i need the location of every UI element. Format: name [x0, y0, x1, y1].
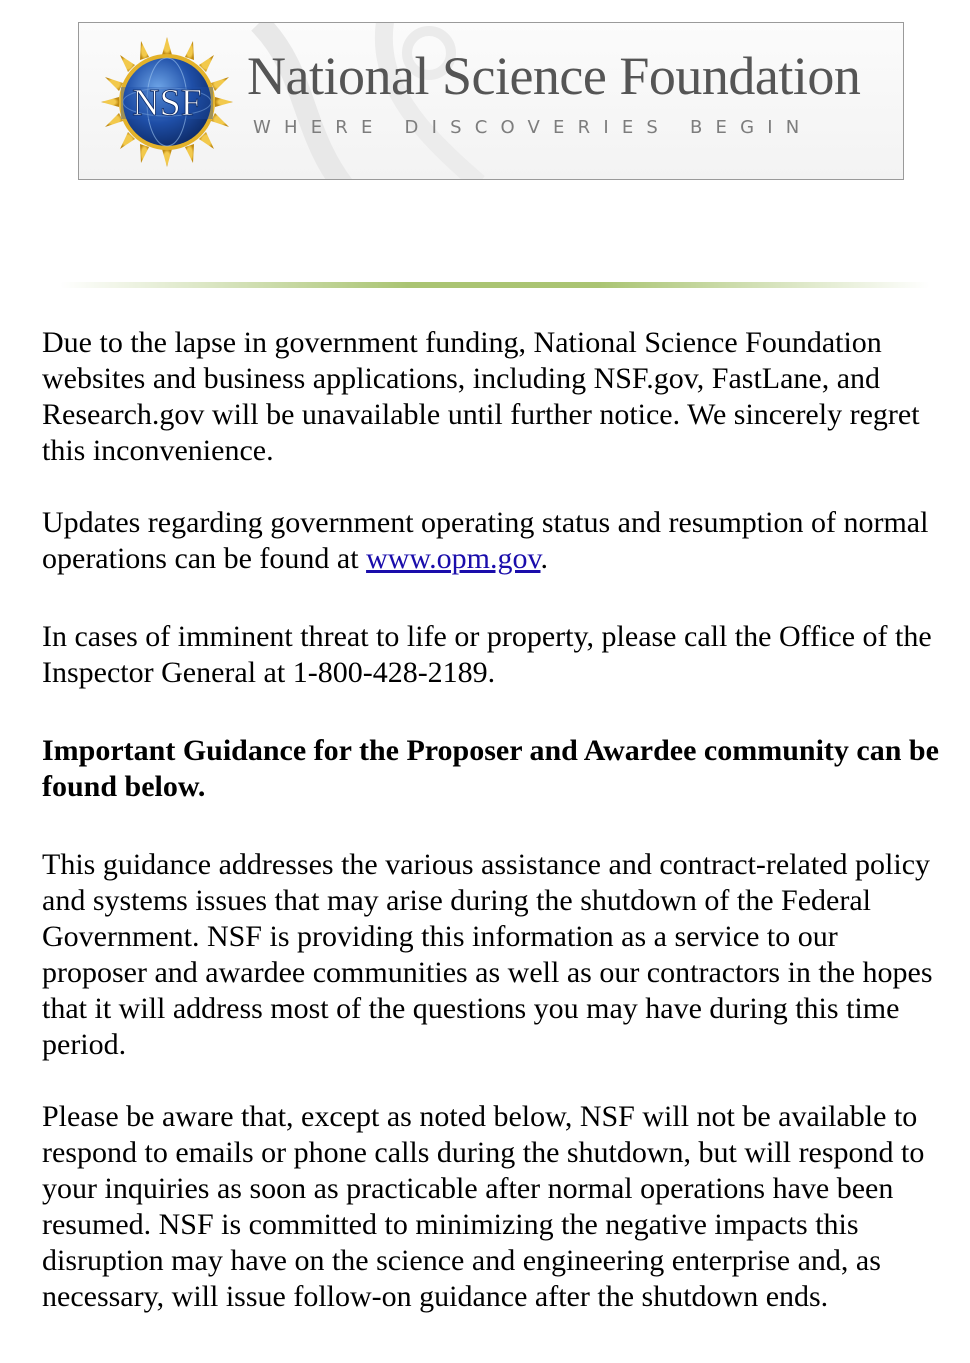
- funding-lapse-paragraph: Due to the lapse in government funding, National Science Foundation websites and business applications, including NSF.gov, FastLane, and Research.gov will be unavailable until further notice. We sincerely regret this inconvenience.: [42, 326, 920, 467]
- notice-content: [42, 325, 947, 1351]
- nsf-seal-logo: [99, 35, 235, 169]
- inspector-general-paragraph: In cases of imminent threat to life or property, please call the Office of the Inspector General at 1-800-428-2189.: [42, 620, 932, 689]
- opm-link[interactable]: www.opm.gov: [366, 542, 541, 575]
- logo-title: National Science Foundation: [247, 46, 861, 106]
- availability-paragraph: Please be aware that, except as noted below, NSF will not be available to respond to emails or phone calls during the shutdown, but will respond to your inquiries as soon as practicable after normal operations have been resumed. NSF is committed to minimizing the negative impacts this disruption may have on the science and engineering enterprise and, as necessary, will issue follow-on guidance after the shutdown ends.: [42, 1100, 925, 1313]
- opm-text-before: Updates regarding government operating status and resumption of normal operations can be found at: [42, 506, 929, 575]
- seal-text: NSF: [132, 82, 202, 124]
- nsf-banner: [78, 22, 904, 180]
- opm-text-after: .: [540, 542, 548, 575]
- green-divider: [60, 282, 930, 288]
- guidance-heading: Important Guidance for the Proposer and Awardee community can be found below.: [42, 734, 939, 803]
- logo-tagline: WHERE DISCOVERIES BEGIN: [253, 117, 813, 138]
- opm-updates-paragraph: [42, 505, 947, 577]
- guidance-paragraph: This guidance addresses the various assistance and contract-related policy and systems issues that may arise during the shutdown of the Federal Government. NSF is providing this information as a service to our proposer and awardee communities as well as our contractors in the hopes that it will address most of the questions you may have during this time period.: [42, 848, 933, 1061]
